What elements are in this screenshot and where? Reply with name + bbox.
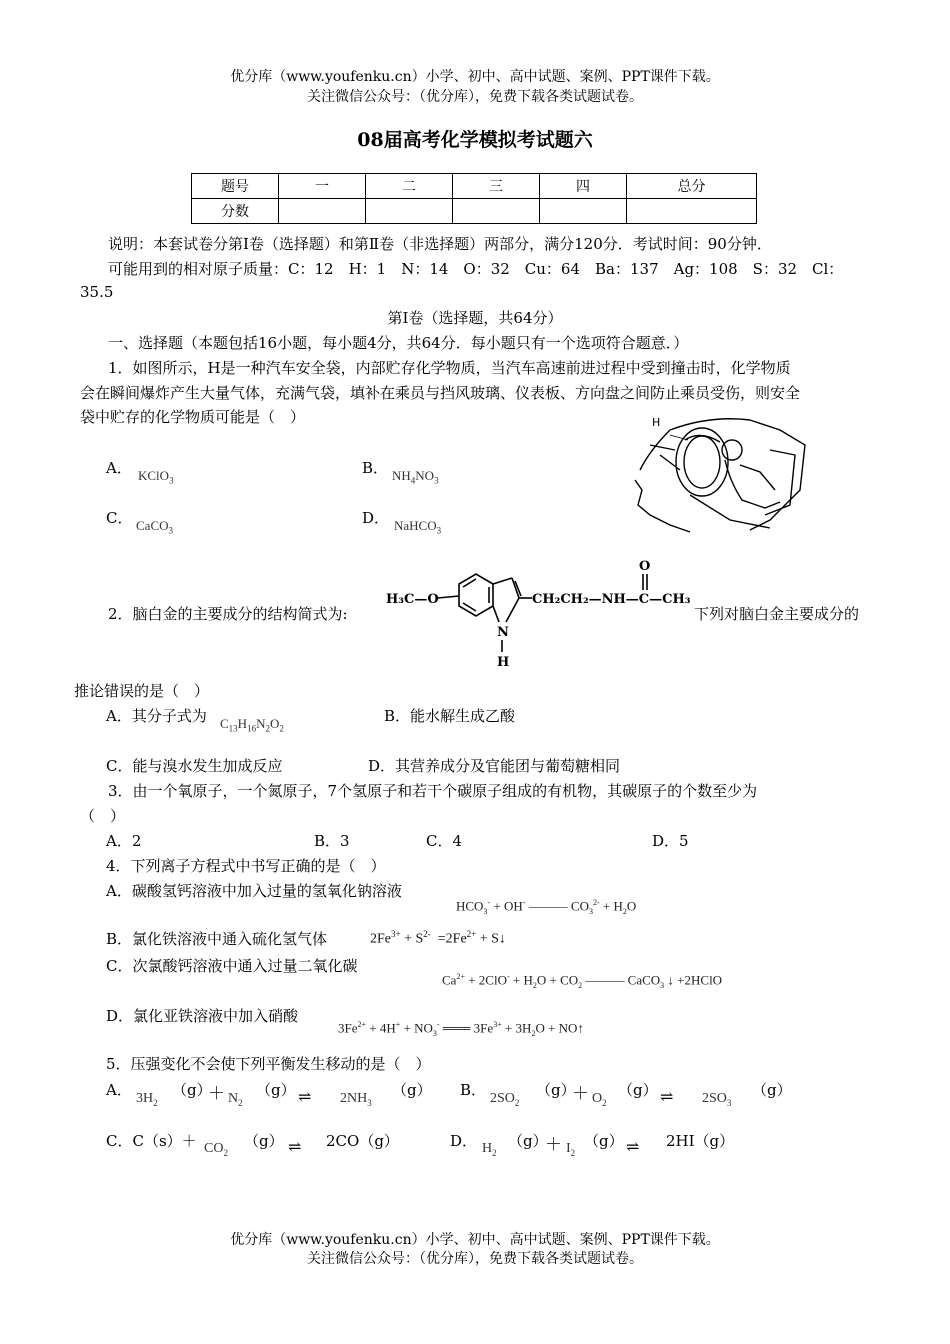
table-header-cell: 总分: [627, 174, 757, 199]
q5-c-g: （g）: [244, 1132, 284, 1150]
score-cell[interactable]: [540, 199, 627, 224]
notes-line-3: 35.5: [80, 283, 114, 301]
score-cell[interactable]: [453, 199, 540, 224]
q5-d-g2: （g）: [584, 1132, 624, 1150]
score-table: [191, 173, 757, 224]
q1-option-d-formula: NaHCO$_3$: [394, 518, 442, 536]
q5-c-reactant: $CO_2$: [204, 1141, 228, 1158]
table-header-cell: 二: [366, 174, 453, 199]
footer-line-1: 优分库（www.youfenku.cn）小学、初中、高中试题、案例、PPT课件下载。: [230, 1232, 720, 1248]
score-cell[interactable]: [627, 199, 757, 224]
q5-a-product: $2NH_3$: [340, 1091, 372, 1108]
header-line-2: 关注微信公众号：（优分库），免费下载各类试题试卷。: [307, 89, 643, 105]
q5-stem: 5．压强变化不会使下列平衡发生移动的是（ ）: [106, 1055, 431, 1073]
q4-option-b: B．氯化铁溶液中通入硫化氢气体: [106, 930, 328, 948]
page-title: 08届高考化学模拟考试题六: [357, 129, 593, 151]
q5-b-g3: （g）: [752, 1081, 792, 1099]
q1-option-a-formula: KClO$_3$: [138, 468, 174, 486]
q1-option-c-label: C．: [106, 509, 133, 527]
equilibrium-arrow-icon: ⇌: [298, 1087, 312, 1106]
q1-line-1: 1．如图所示，H是一种汽车安全袋，内部贮存化学物质，当汽车高速前进过程中受到撞击时，化学物质: [108, 359, 791, 377]
q5-option-a-label: A．: [106, 1081, 132, 1099]
q3-line-1: 3．由一个氧原子，一个氮原子，7个氢原子和若干个碳原子组成的有机物，其碳原子的个数至少为: [108, 782, 758, 800]
table-header-cell: 题号: [192, 174, 279, 199]
q2-line-2: 推论错误的是（ ）: [74, 682, 210, 700]
q5-a-plus: ＋: [208, 1084, 225, 1104]
q4-option-c: C．次氯酸钙溶液中通入过量二氧化碳: [106, 957, 358, 975]
q5-b-reactant-1: $2SO_2$: [490, 1091, 520, 1108]
equilibrium-arrow-icon: ⇌: [288, 1137, 302, 1156]
q4-option-b-equation: $2Fe^{3+} + S^{2-} =2Fe^{2+}$ + S↓: [370, 929, 506, 947]
q2-option-a-formula: $C_{13}H_{16}N_2O_2$: [220, 716, 284, 734]
struct-h: H: [497, 655, 510, 670]
struct-carbonyl-o: O: [639, 559, 651, 574]
q2-stem-end: 下列对脑白金主要成分的: [694, 605, 860, 623]
table-header-cell: 四: [540, 174, 627, 199]
q4-stem: 4．下列离子方程式中书写正确的是（ ）: [106, 857, 386, 875]
q1-line-2: 会在瞬间爆炸产生大量气体，充满气袋，填补在乘员与挡风玻璃、仪表板、方向盘之间防止乘员受伤，则安全: [80, 384, 801, 402]
struct-methoxy: H₃C—O: [386, 592, 439, 607]
q1-option-d-label: D．: [362, 509, 390, 527]
q2-option-a: A．其分子式为: [106, 707, 207, 725]
notes-line-2: 可能用到的相对原子质量：C：12 H：1 N：14 O：32 Cu：64 Ba：137 Ag：108 S：32 Cl：: [108, 260, 844, 278]
q3-line-2: （ ）: [80, 807, 126, 825]
q5-d-reactant-1: $H_2$: [482, 1141, 497, 1158]
q4-option-d-equation: $3Fe^{2+} + 4H^+ + NO_3^-$ ═══ $3Fe^{3+} + 3H_2O$ + NO↑: [338, 1020, 584, 1038]
part1-title: 第Ⅰ卷（选择题，共64分）: [387, 309, 563, 327]
struct-chain: CH₂CH₂—NH—C—CH₃: [532, 592, 691, 607]
q1-option-b-label: B．: [362, 459, 389, 477]
q5-a-reactant-2: $N_2$: [228, 1091, 243, 1108]
q5-d-plus: ＋: [545, 1135, 562, 1155]
q5-option-c-label: C．C（s）＋: [106, 1132, 197, 1150]
q5-c-product: 2CO（g）: [326, 1132, 399, 1150]
airbag-illustration: [630, 410, 810, 535]
q2-stem-start: 2．脑白金的主要成分的结构简式为:: [108, 605, 348, 623]
q5-b-g1: （g）: [536, 1081, 576, 1099]
q5-b-g2: （g）: [618, 1081, 658, 1099]
equilibrium-arrow-icon: ⇌: [626, 1137, 640, 1156]
header-line-1: 优分库（www.youfenku.cn）小学、初中、高中试题、案例、PPT课件下载。: [230, 69, 720, 85]
q4-option-a-equation: $HCO_3^- + OH^-$ ——— $CO_3^{2-} + H_2O$: [456, 898, 637, 916]
q1-line-3: 袋中贮存的化学物质可能是（ ）: [80, 408, 306, 426]
section1-heading: 一、选择题（本题包括16小题，每小题4分，共64分．每小题只有一个选项符合题意．）: [108, 334, 689, 352]
q5-a-g3: （g）: [392, 1081, 432, 1099]
q5-option-d-label: D．: [450, 1132, 478, 1150]
q5-d-g1: （g）: [508, 1132, 548, 1150]
table-row-label: 分数: [192, 199, 279, 224]
table-header-cell: 三: [453, 174, 540, 199]
q5-b-product: $2SO_3$: [702, 1091, 732, 1108]
score-cell[interactable]: [366, 199, 453, 224]
q5-a-g2: （g）: [256, 1081, 296, 1099]
q1-option-b-formula: $NH_4NO_3$: [392, 468, 439, 486]
q5-option-b-label: B．: [460, 1081, 487, 1099]
q4-option-a: A．碳酸氢钙溶液中加入过量的氢氧化钠溶液: [106, 882, 402, 900]
q3-option-c: C．4: [426, 832, 463, 850]
q4-option-d: D．氯化亚铁溶液中加入硝酸: [106, 1007, 299, 1025]
q5-b-reactant-2: $O_2$: [592, 1091, 607, 1108]
q3-option-a: A．2: [106, 832, 142, 850]
q5-a-g1: （g）: [172, 1081, 212, 1099]
q5-a-reactant-1: $3H_2$: [136, 1091, 158, 1108]
q4-option-c-equation: $Ca^{2+} + 2ClO^- + H_2O + CO_2$ ——— CaCO$_3$ ↓ +2HClO: [442, 972, 723, 990]
q2-option-d: D．其营养成分及官能团与葡萄糖相同: [368, 757, 621, 775]
q3-option-d: D．5: [652, 832, 689, 850]
q2-option-c: C．能与溴水发生加成反应: [106, 757, 283, 775]
q5-b-plus: ＋: [572, 1084, 589, 1104]
q1-option-a-label: A．: [106, 459, 132, 477]
q2-option-b: B．能水解生成乙酸: [384, 707, 516, 725]
q5-d-product: 2HI（g）: [666, 1132, 735, 1150]
q3-option-b: B．3: [314, 832, 350, 850]
footer-line-2: 关注微信公众号：（优分库），免费下载各类试题试卷。: [307, 1251, 643, 1267]
struct-n: N: [497, 625, 509, 640]
figure-label-h: H: [652, 416, 661, 429]
q1-option-c-formula: CaCO$_3$: [136, 518, 173, 536]
melatonin-structure: [384, 556, 694, 672]
score-cell[interactable]: [279, 199, 366, 224]
notes-line-1: 说明：本套试卷分第Ⅰ卷（选择题）和第Ⅱ卷（非选择题）两部分，满分120分．考试时间：90分钟．: [108, 235, 772, 253]
table-header-cell: 一: [279, 174, 366, 199]
equilibrium-arrow-icon: ⇌: [660, 1087, 674, 1106]
q5-d-reactant-2: $I_2$: [566, 1141, 576, 1158]
